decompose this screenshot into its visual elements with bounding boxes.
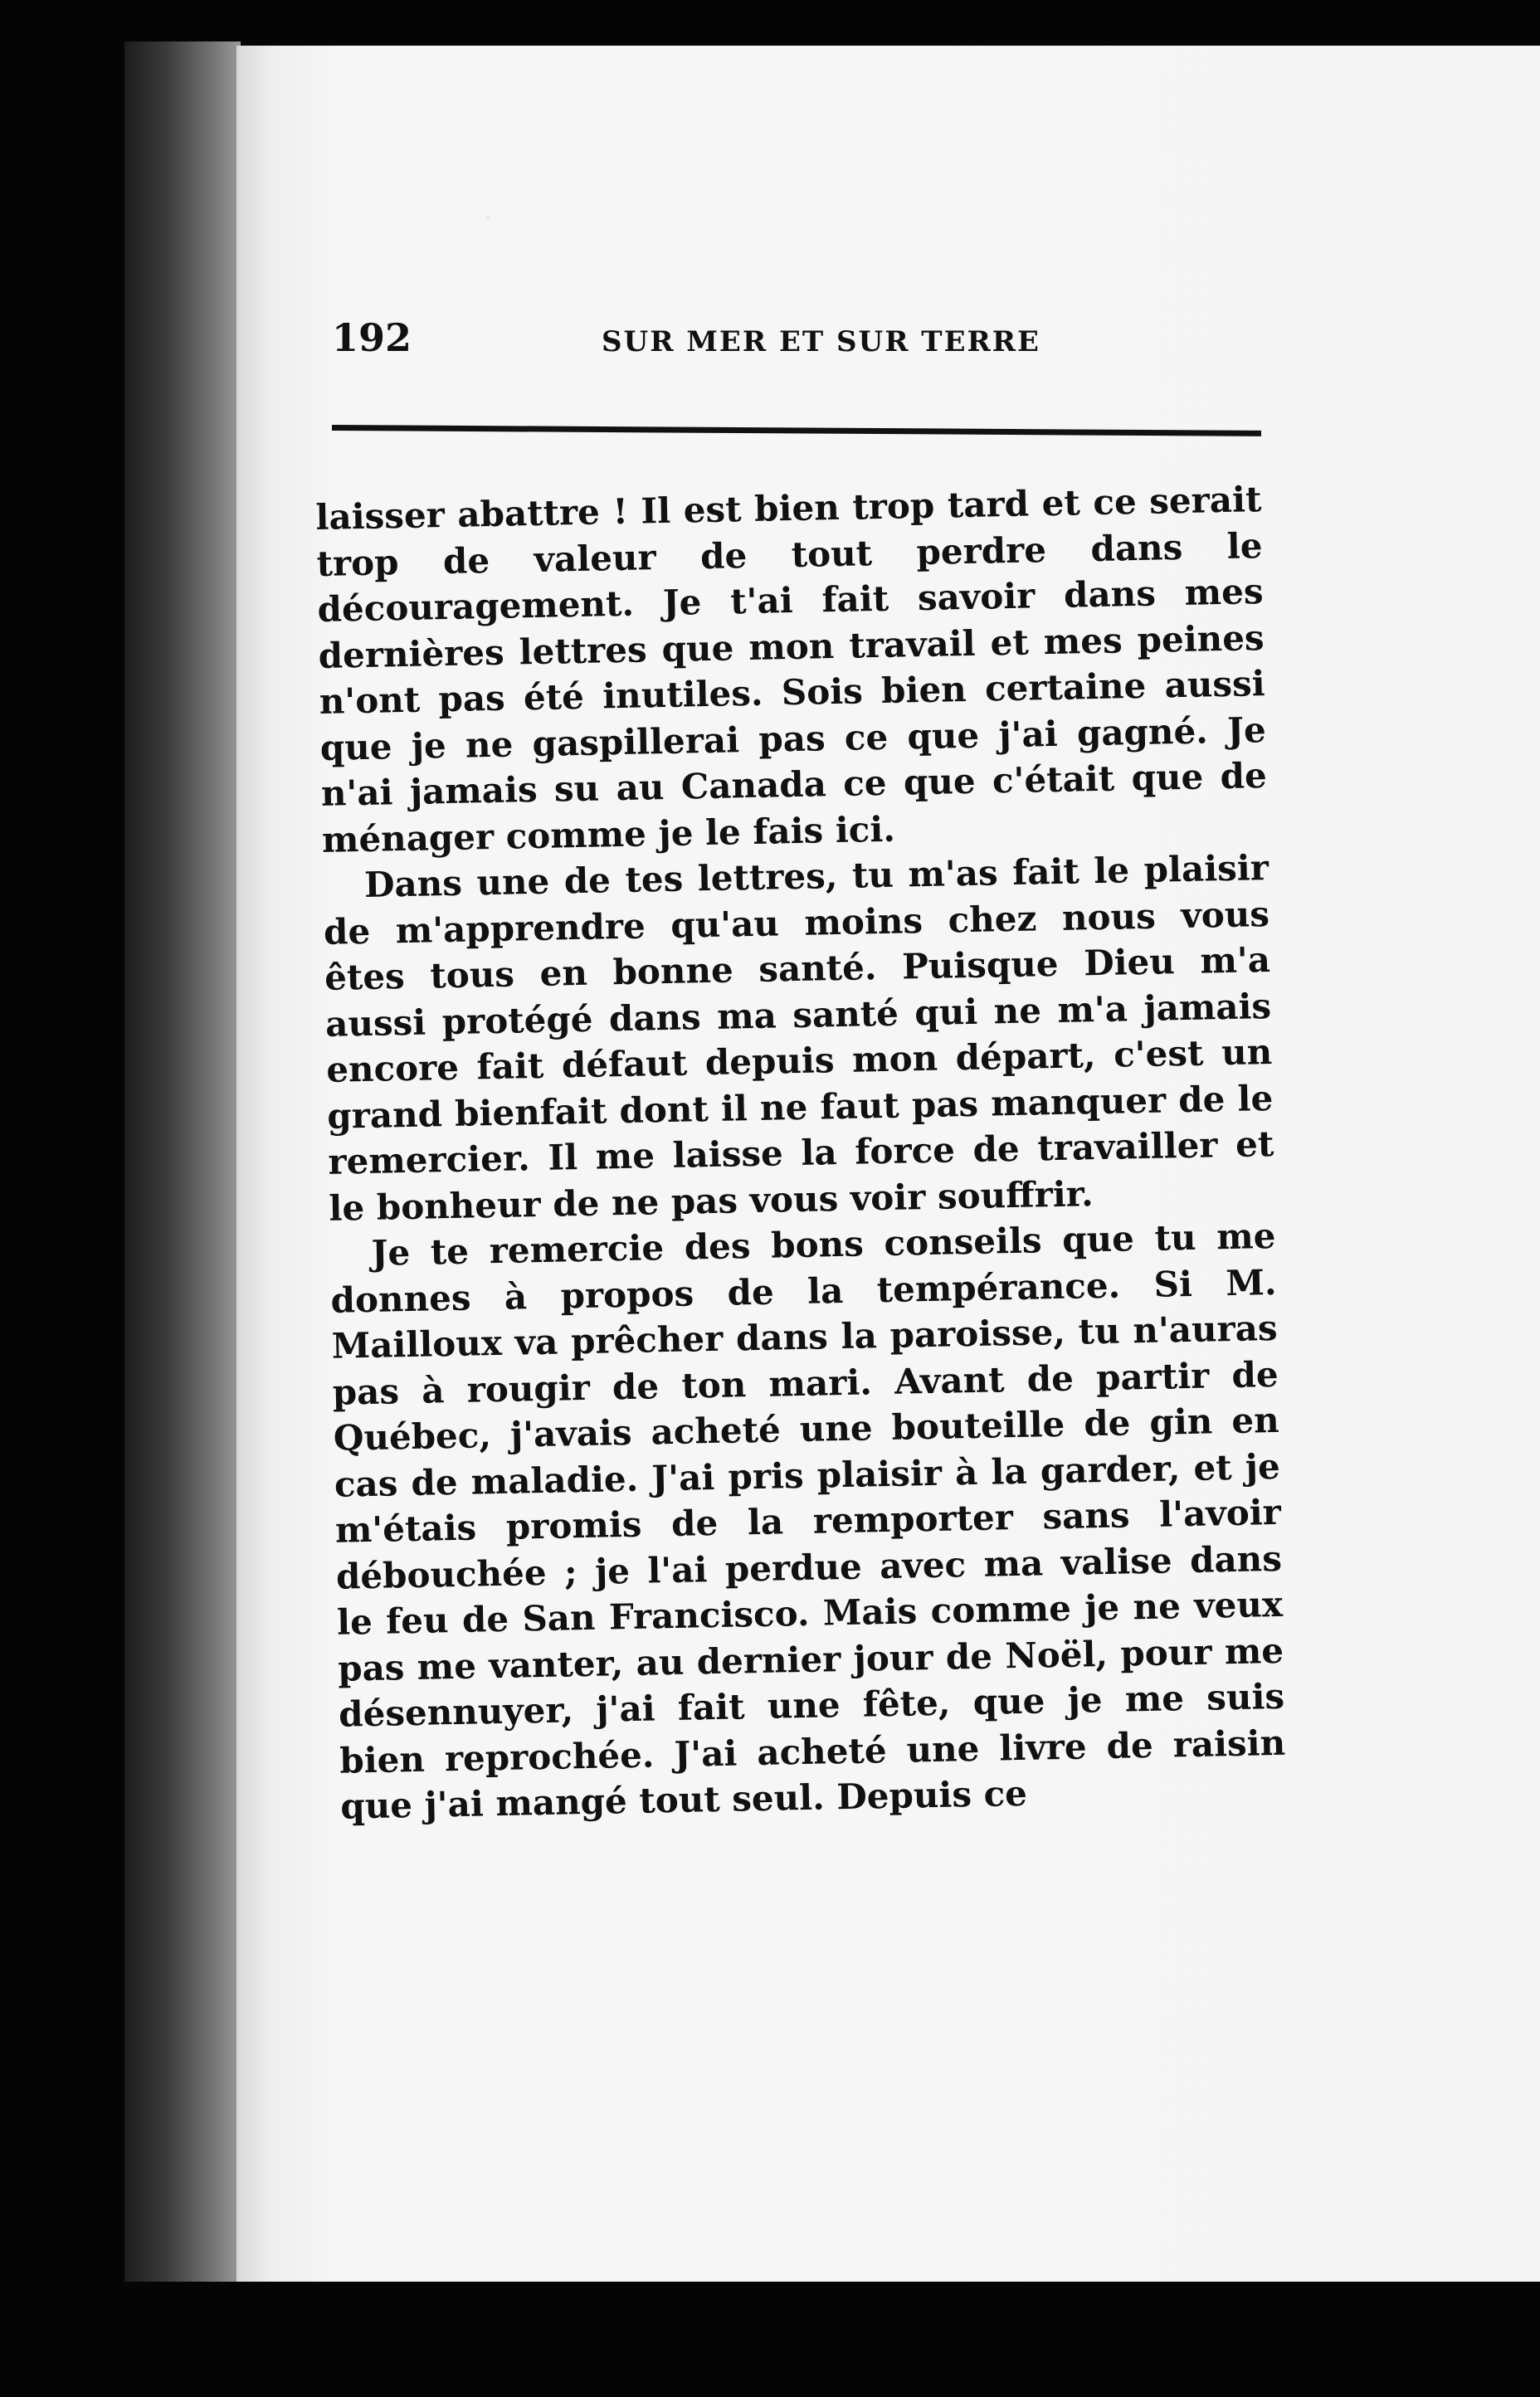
paragraph-3: Je te remercie des bons conseils que tu me donnes à propos de la tempérance. Si M. Mailloux va prêcher dans la paroisse, tu n'auras pas à rougir de ton mari. Avant de partir de Québec, j'avais acheté une bouteille de gin en cas de maladie. J'ai pris plaisir à la garder, et je m'étais promis de la remporter sans l'avoir débouchée ; je l'ai perdue avec ma valise dans le feu de San Francisco. Mais comme je ne veux pas me vanter, au dernier jour de Noël, pour me désennuyer, j'ai fait une fête, que je me suis bien reprochée. J'ai acheté une livre de raisin que j'ai mangé tout seul. Depuis ce [330,1215,1286,1827]
running-head: SUR MER ET SUR TERRE [602,325,1040,358]
paper-speck [485,216,490,219]
paragraph-2: Dans une de tes lettres, tu m'as fait le plaisir de m'apprendre qu'au moins chez nous vous êtes tous en bonne santé. Puisque Dieu m'a aussi protégé dans ma santé qui ne m'a jamais encore fait défaut depuis mon départ, c'est un grand bienfait dont il ne faut pas manquer de le remercier. Il me laisse la force de travailler et le bonheur de ne pas vous voir souffrir. [323,847,1274,1229]
paragraph-1: laisser abattre ! Il est bien trop tard et ce serait trop de valeur de tout perdre dans le découragement. Je t'ai fait savoir dans mes dernières lettres que mon travail et mes peines n'ont pas été inutiles. Sois bien certaine aussi que je ne gaspillerai pas ce que j'ai gagné. Je n'ai jamais su au Canada ce que c'était que de ménager comme je le fais ici. [315,479,1268,860]
book-spine-edge [124,41,241,2282]
body-text [315,476,1287,1829]
page-number: 192 [332,315,412,360]
